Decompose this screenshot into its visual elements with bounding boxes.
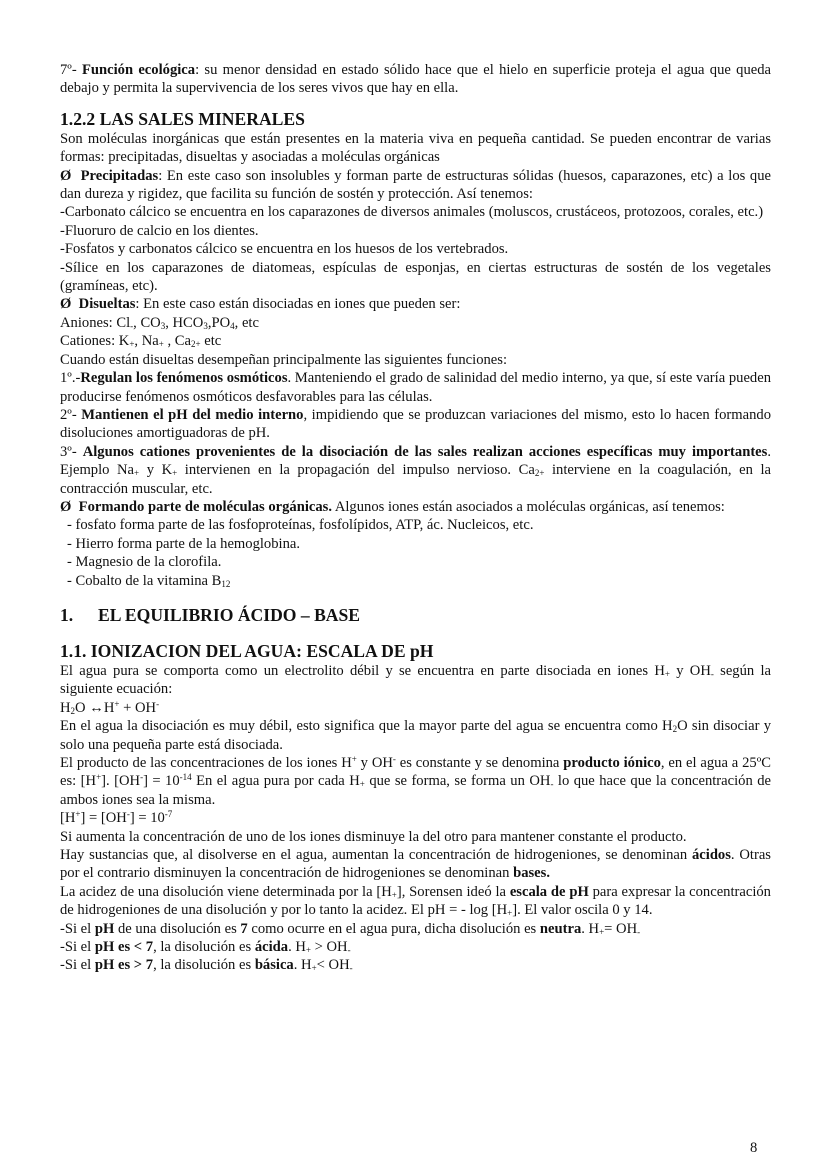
paragraph-text: Algunos iones están asociados a moléculas orgánicas, así tenemos: xyxy=(332,498,725,515)
text-run: lo que hace que la concentración de ambos iones sea la misma. xyxy=(60,773,771,808)
list-item: - Hierro forma parte de la hemoglobina. xyxy=(67,535,301,552)
text-run: y OH xyxy=(356,755,393,771)
equation-water xyxy=(60,699,771,717)
text-run: La acidez de una disolución viene determinada por la [H xyxy=(60,883,392,900)
paragraph-funcion-ecologica xyxy=(60,61,771,98)
ionizacion-p2 xyxy=(60,717,771,754)
bold-term: básica xyxy=(254,957,294,974)
text-run: . Otras por el contrario disminuyen la concentración de hidrogeniones se denominan xyxy=(60,847,771,882)
bold-term: bases. xyxy=(513,865,550,882)
text-run: . H xyxy=(293,957,312,974)
subscript: 2 xyxy=(672,724,678,735)
charge: - xyxy=(349,963,353,974)
list-item: - Magnesio de la clorofila. xyxy=(67,554,222,571)
bold-term: Regulan los fenómenos osmóticos xyxy=(80,370,288,387)
ionizacion-p6 xyxy=(60,883,771,920)
text-run: , etc xyxy=(234,314,259,331)
bullet-icon: Ø xyxy=(60,296,72,313)
text-run: para expresar la concentración de hidrogeniones de una disolución y por lo tanto la acidez. El pH = - log [H xyxy=(60,883,771,919)
page-content xyxy=(60,61,771,975)
funcion-3 xyxy=(60,443,771,498)
item-lead: 3º- xyxy=(60,443,83,460)
text-run: etc xyxy=(200,333,222,350)
charge: - xyxy=(637,926,641,937)
paragraph-text: : En este caso son insolubles y forman parte de estructuras sólidas (huesos, caparazones, etc) a los que dan dureza y rigidez, que facilita su función de sostén y protección. Así tenemos: xyxy=(60,167,771,203)
charge: + xyxy=(351,754,357,764)
paragraph-text: : su menor densidad en estado sólido hace que el hielo en superficie proteja el agua que queda debajo y permita la supervivencia de los seres vivos que hay en ella. xyxy=(60,62,771,97)
aniones-line xyxy=(60,314,771,332)
charge: + xyxy=(507,908,513,919)
charge: 2+ xyxy=(190,339,201,350)
charge: + xyxy=(391,889,397,900)
cationes-line xyxy=(60,332,771,350)
rule-acida xyxy=(60,938,771,956)
text-run: ] = 10 xyxy=(143,773,180,790)
charge: + xyxy=(311,963,317,974)
ionizacion-p3 xyxy=(60,754,771,809)
text-run: ] = [OH xyxy=(80,810,127,827)
charge: + xyxy=(75,809,81,820)
bullet-icon: Ø xyxy=(60,167,72,184)
charge: + xyxy=(96,772,102,783)
text-run: -Si el xyxy=(60,939,95,956)
text-run: , en el agua a 25ºC es: [H xyxy=(60,755,771,790)
bold-term: pH xyxy=(94,920,115,937)
bold-term: pH es < 7 xyxy=(94,939,154,956)
bullet-icon: Ø xyxy=(60,498,72,515)
precipitadas-paragraph xyxy=(60,167,771,204)
bold-term: ácidos xyxy=(691,847,731,864)
bold-term: Algunos cationes provenientes de la disociación de las sales realizan acciones específicas muy importantes xyxy=(82,443,768,460)
bold-term: Mantienen el pH del medio interno xyxy=(81,406,304,423)
charge: - xyxy=(126,809,130,820)
item-lead: 1º.- xyxy=(60,370,81,387)
text-run: intervienen en la propagación del impulso nervioso. Ca xyxy=(177,462,535,479)
list-item xyxy=(60,572,771,590)
charge: - xyxy=(710,668,714,679)
text-run: El producto de las concentraciones de los iones H xyxy=(60,755,352,771)
exponent: -14 xyxy=(179,772,192,783)
charge: + xyxy=(172,468,178,479)
text-run: O sin disociar y solo una pequeña parte está disociada. xyxy=(60,718,772,753)
charge: + xyxy=(305,945,311,956)
subscript: 12 xyxy=(221,578,231,589)
text-run: En el agua la disociación es muy débil, esto significa que la mayor parte del agua se encuentra como H xyxy=(60,718,673,735)
sales-intro: Son moléculas inorgánicas que están presentes en la materia viva en pequeña cantidad. Se pueden encontrar de varias formas: precipitadas, disueltas y asociadas a moléculas orgánicas xyxy=(60,130,771,166)
list-item: -Fosfatos y carbonatos cálcico se encuentra en los huesos de los vertebrados. xyxy=(60,241,509,258)
ionizacion-p4: Si aumenta la concentración de uno de los iones disminuye la del otro para mantener constante el producto. xyxy=(60,828,687,845)
text-run: . Ejemplo Na xyxy=(60,443,771,479)
text-run: y OH xyxy=(669,662,711,679)
text-run: Cationes: K xyxy=(60,333,130,350)
list-item: - fosfato forma parte de las fosfoproteínas, fosfolípidos, ATP, ác. Nucleicos, etc. xyxy=(67,517,534,534)
subscript: 3 xyxy=(203,320,208,331)
text-run: y K xyxy=(139,462,173,479)
text-run: de una disolución es xyxy=(114,920,241,937)
text-run: Aniones: Cl xyxy=(60,314,131,331)
charge: - xyxy=(392,754,396,764)
rule-neutra xyxy=(60,920,771,938)
text-run: como ocurre en el agua pura, dicha disolución es xyxy=(247,920,540,937)
text-run: , CO xyxy=(133,314,161,331)
text-run: > OH xyxy=(310,939,348,956)
ionizacion-p1 xyxy=(60,662,771,699)
charge: - xyxy=(130,320,134,331)
heading-ionizacion: 1.1. IONIZACION DEL AGUA: ESCALA DE pH xyxy=(60,640,434,661)
text-run: ] = 10 xyxy=(129,810,165,827)
text-run: -Si el xyxy=(60,957,95,974)
text-run: Hay sustancias que, al disolverse en el agua, aumentan la concentración de hidrogeniones, se denominan xyxy=(60,847,692,864)
bold-term: producto iónico xyxy=(563,755,661,771)
text-run: que se forma, se forma un OH xyxy=(364,773,551,790)
text-run: interviene en la coagulación, en la contracción muscular, etc. xyxy=(60,462,771,497)
organicas-paragraph xyxy=(60,498,771,516)
text-run: , Ca xyxy=(163,333,191,350)
charge: - xyxy=(347,945,351,956)
paragraph-text: , impidiendo que se produzcan variaciones del mismo, esto lo hacen formando disoluciones amortiguadoras de pH. xyxy=(60,406,771,442)
funciones-intro: Cuando están disueltas desempeñan principalmente las siguientes funciones: xyxy=(60,351,508,368)
text-run: + OH xyxy=(119,699,157,716)
text-run: , la disolución es xyxy=(153,957,255,974)
charge: + xyxy=(599,926,605,937)
text-run: . H xyxy=(288,939,306,956)
bold-term: neutra xyxy=(539,920,582,937)
bold-term: Precipitadas xyxy=(80,167,159,184)
paragraph-text: . Manteniendo el grado de salinidad del medio interno, ya que, sí este varía pueden producirse fenómenos osmóticos desfavorables para las células. xyxy=(60,370,771,405)
page-number: 8 xyxy=(750,1140,758,1156)
text-run: En el agua pura por cada H xyxy=(191,773,360,790)
charge: - xyxy=(156,698,160,709)
list-item: -Sílice en los caparazones de diatomeas, espículas de esponjas, en ciertas estructuras de sostén de los vegetales (gramíneas, etc). xyxy=(60,259,771,295)
bold-term: Formando parte de moléculas orgánicas. xyxy=(78,498,332,515)
subscript: 4 xyxy=(230,320,235,331)
text-run: ], Sorensen ideó la xyxy=(396,883,510,900)
subscript: 3 xyxy=(160,320,166,331)
charge: - xyxy=(140,772,144,783)
disueltas-paragraph xyxy=(60,295,771,313)
bold-term: escala de pH xyxy=(509,883,589,900)
bold-term: Disueltas xyxy=(78,296,136,313)
bold-term: ácida xyxy=(254,939,289,956)
text-run: es constante y se denomina xyxy=(395,755,564,771)
text-run: < OH xyxy=(316,957,350,974)
charge: + xyxy=(158,339,164,350)
text-run: , Na xyxy=(134,333,159,350)
heading-sales-minerales: 1.2.2 LAS SALES MINERALES xyxy=(60,108,305,129)
heading-number: 1. xyxy=(60,604,74,625)
exponent: -7 xyxy=(164,809,173,820)
text-run: O ↔H xyxy=(75,699,115,716)
text-run: ,PO xyxy=(207,314,231,331)
equation-equal xyxy=(60,809,771,827)
text-run: , la disolución es xyxy=(153,939,255,956)
charge: 2+ xyxy=(534,468,545,479)
funcion-1 xyxy=(60,369,771,406)
list-item: -Carbonato cálcico se encuentra en los caparazones de diversos animales (moluscos, crustáceos, protozoos, corales, etc.) xyxy=(60,204,764,221)
charge: + xyxy=(359,779,365,790)
text-run: ]. El valor oscila 0 y 14. xyxy=(512,902,653,919)
bold-term: Función ecológica xyxy=(81,62,196,78)
heading-text: EL EQUILIBRIO ÁCIDO – BASE xyxy=(98,604,361,625)
text-run: - Cobalto de la vitamina B xyxy=(67,572,222,589)
charge: + xyxy=(134,468,140,479)
text-run: . H xyxy=(581,920,600,937)
text-run: H xyxy=(60,699,71,716)
bold-term: 7 xyxy=(240,920,248,937)
item-lead: 7º- xyxy=(60,62,82,78)
heading-equilibrio xyxy=(60,604,771,626)
bold-term: pH es > 7 xyxy=(94,957,154,974)
text-run: -Si el xyxy=(60,920,95,937)
text-run: El agua pura se comporta como un electrolito débil y se encuentra en parte disociada en iones H xyxy=(60,662,665,679)
charge: + xyxy=(129,339,135,350)
funcion-2 xyxy=(60,406,771,443)
charge: - xyxy=(550,779,554,790)
text-run: , HCO xyxy=(165,314,204,331)
charge: + xyxy=(114,698,120,709)
item-lead: 2º- xyxy=(60,406,82,423)
charge: + xyxy=(664,668,670,679)
subscript: 2 xyxy=(70,705,76,716)
text-run: ]. [OH xyxy=(101,773,141,790)
text-run: = OH xyxy=(604,920,638,937)
text-run: [H xyxy=(60,810,76,827)
text-run: según la siguiente ecuación: xyxy=(60,662,771,698)
list-item: -Fluoruro de calcio en los dientes. xyxy=(60,222,259,239)
rule-basica xyxy=(60,956,771,974)
ionizacion-p5 xyxy=(60,846,771,883)
paragraph-text: : En este caso están disociadas en iones que pueden ser: xyxy=(135,296,461,313)
